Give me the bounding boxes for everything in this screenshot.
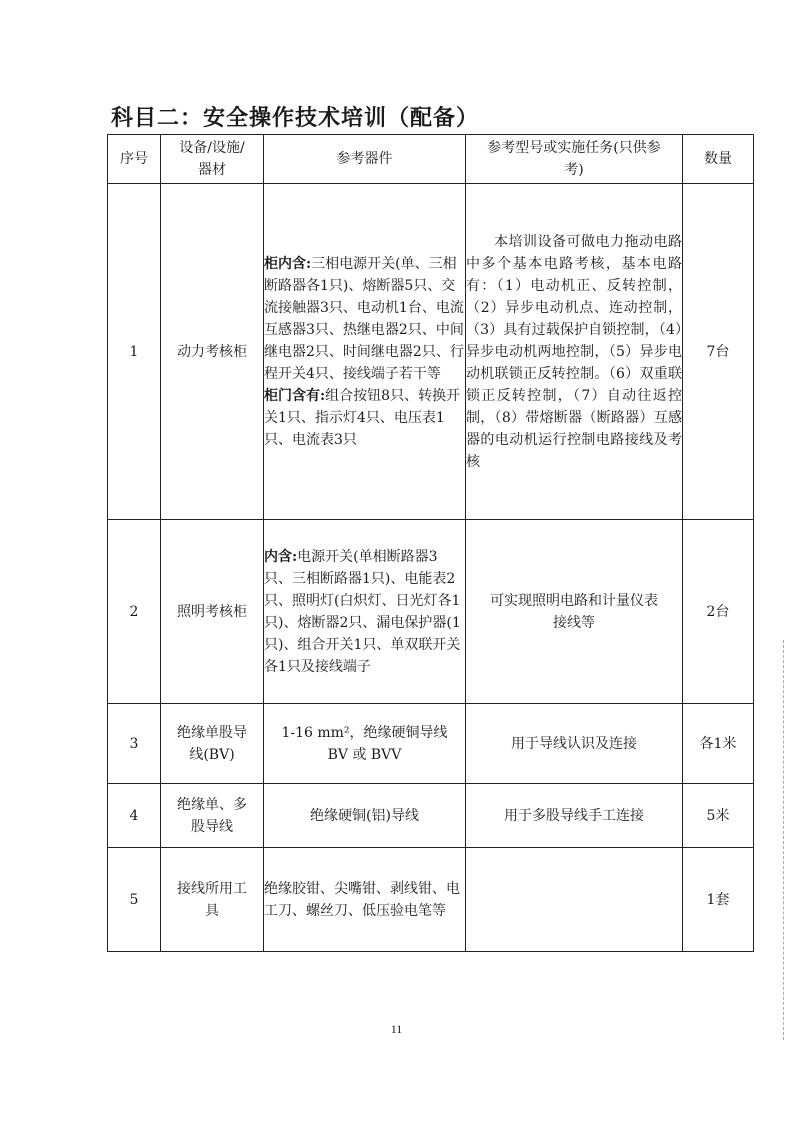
header-reference: 参考型号或实施任务(只供参考) xyxy=(466,135,683,184)
row-no: 5 xyxy=(108,848,161,952)
row-qty: 7台 xyxy=(683,184,754,520)
row-qty: 2台 xyxy=(683,520,754,704)
parts-text: 电源开关(单相断路器3只、三相断路器1只)、电能表2只、照明灯(白炽灯、日光灯各1只)、熔断器2只、漏电保护器(1只)、组合开关1只、单双联开关各1只及接线端子 xyxy=(264,548,461,675)
header-parts: 参考器件 xyxy=(264,135,466,184)
parts-text: 三相电源开关(单、三相断路器各1只)、熔断器5只、交流接触器3只、电动机1台、电流互感器3只、热继电器2只、中间继电器2只、时间继电器2只、行程开关4只、接线端子若干等 xyxy=(264,255,464,382)
row-reference: 用于导线认识及连接 xyxy=(466,704,683,784)
row-no: 2 xyxy=(108,520,161,704)
reference-text: 本培训设备可做电力拖动电路中多个基本电路考核，基本电路有：（1）电动机正、反转控制，（2）异步电动机点、连动控制，（3）具有过载保护自锁控制，（4）异步电动机两地控制，（5）异步电动机联锁正反转控制。（6）双重联锁正反转控制，（7）自动往返控制，（8）带熔断器（断路器）互感器的电动机运行控制电路接线及考核 xyxy=(466,233,682,470)
parts-label: 内含: xyxy=(264,548,298,565)
table-row xyxy=(108,848,754,952)
parts-label: 柜门含有: xyxy=(264,387,326,404)
table-row xyxy=(108,520,754,704)
parts-label: 柜内含: xyxy=(264,255,312,272)
page-number: 11 xyxy=(390,1022,403,1036)
row-reference xyxy=(466,848,683,952)
row-equipment: 动力考核柜 xyxy=(161,184,264,520)
row-qty: 1套 xyxy=(683,848,754,952)
row-equipment: 绝缘单股导线(BV) xyxy=(161,704,264,784)
row-no: 1 xyxy=(108,184,161,520)
row-parts: 绝缘胶钳、尖嘴钳、剥线钳、电工刀、螺丝刀、低压验电笔等 xyxy=(264,848,466,952)
header-equipment: 设备/设施/器材 xyxy=(161,135,264,184)
header-no: 序号 xyxy=(108,135,161,184)
table-header-row xyxy=(108,135,754,184)
row-equipment: 绝缘单、多股导线 xyxy=(161,784,264,848)
row-reference xyxy=(466,184,683,520)
row-equipment: 照明考核柜 xyxy=(161,520,264,704)
header-qty: 数量 xyxy=(683,135,754,184)
table-row xyxy=(108,704,754,784)
equipment-table xyxy=(107,134,754,952)
row-no: 4 xyxy=(108,784,161,848)
row-reference: 可实现照明电路和计量仪表接线等 xyxy=(466,520,683,704)
row-parts: 1-16 mm²，绝缘硬铜导线 BV 或 BVV xyxy=(264,704,466,784)
page-title: 科目二：安全操作技术培训（配备） xyxy=(111,106,480,131)
parts-text: 组合按钮8只、转换开关1只、指示灯4只、电压表1只、电流表3只 xyxy=(264,387,461,448)
row-qty: 各1米 xyxy=(683,704,754,784)
row-parts xyxy=(264,520,466,704)
row-equipment: 接线所用工具 xyxy=(161,848,264,952)
row-reference: 用于多股导线手工连接 xyxy=(466,784,683,848)
row-qty: 5米 xyxy=(683,784,754,848)
table-row xyxy=(108,184,754,520)
row-no: 3 xyxy=(108,704,161,784)
row-parts xyxy=(264,184,466,520)
row-parts: 绝缘硬铜(铝)导线 xyxy=(264,784,466,848)
scan-edge-line xyxy=(783,640,785,1040)
table-row xyxy=(108,784,754,848)
